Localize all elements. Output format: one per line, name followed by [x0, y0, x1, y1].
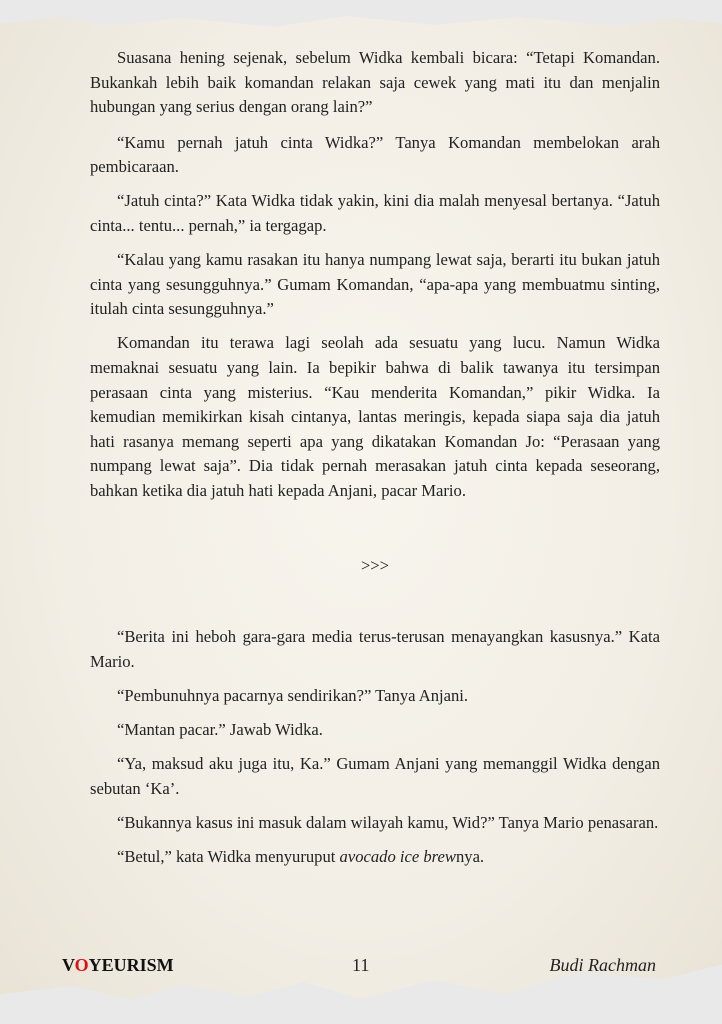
title-part: V [62, 955, 75, 975]
text: “Betul,” kata Widka menyuruput [117, 846, 340, 866]
italic-text: avocado ice brew [339, 846, 456, 866]
text: nya. [455, 846, 485, 866]
book-title [62, 955, 174, 976]
title-accent: O [74, 955, 89, 975]
paragraph: “Ya, maksud aku juga itu, Ka.” Gumam Anjani yang memanggil Widka dengan sebutan ‘Ka’. [90, 754, 660, 798]
paragraph: Suasana hening sejenak, sebelum Widka kembali bicara: “Tetapi Komandan. Bukankah lebih baik komandan relakan saja cewek yang mati itu dan menjalin hubungan yang serius dengan orang lain?” [90, 48, 660, 117]
paragraph: “Jatuh cinta?” Kata Widka tidak yakin, kini dia malah menyesal bertanya. “Jatuh cinta... tentu... pernah,” ia tergagap. [90, 191, 660, 236]
title-part: YEURISM [88, 955, 174, 975]
paragraph: “Kamu pernah jatuh cinta Widka?” Tanya Komandan membelokan arah pembicaraan. [90, 132, 660, 177]
paragraph: “Berita ini heboh gara-gara media terus-terusan menayangkan kasusnya.” Kata Mario. [90, 627, 660, 671]
paragraph [90, 845, 660, 870]
page-footer [62, 955, 656, 979]
paragraph: Komandan itu terawa lagi seolah ada sesuatu yang lucu. Namun Widka memaknai sesuatu yang lain. Ia bepikir bahwa di balik tawanya itu tersimpan perasaan cinta yang misterius. “Kau menderita Komandan,” pikir Widka. Ia kemudian memikirkan kisah cintanya, lantas meringis, kepada siapa saja dia jatuh hati rasanya memang seperti apa yang dikatakan Komandan Jo: “Perasaan yang numpang lewat saja”. Dia tidak pernah merasakan jatuh cinta kepada seseorang, bahkan ketika dia jatuh hati kepada Anjani, pacar Mario. [90, 333, 660, 500]
body-text [90, 46, 660, 879]
paragraph: “Bukannya kasus ini masuk dalam wilayah kamu, Wid?” Tanya Mario penasaran. [117, 812, 659, 832]
paragraph: “Kalau yang kamu rasakan itu hanya numpang lewat saja, berarti itu bukan jatuh cinta yang sesungguhnya.” Gumam Komandan, “apa-apa yang membuatmu sinting, itulah cinta sesungguhnya.” [90, 250, 660, 319]
paragraph: “Mantan pacar.” Jawab Widka. [117, 719, 323, 739]
page-number: 11 [352, 955, 370, 975]
paragraph: “Pembunuhnya pacarnya sendirikan?” Tanya Anjani. [117, 685, 469, 705]
author-name: Budi Rachman [549, 955, 656, 975]
section-separator: >>> [360, 555, 390, 575]
